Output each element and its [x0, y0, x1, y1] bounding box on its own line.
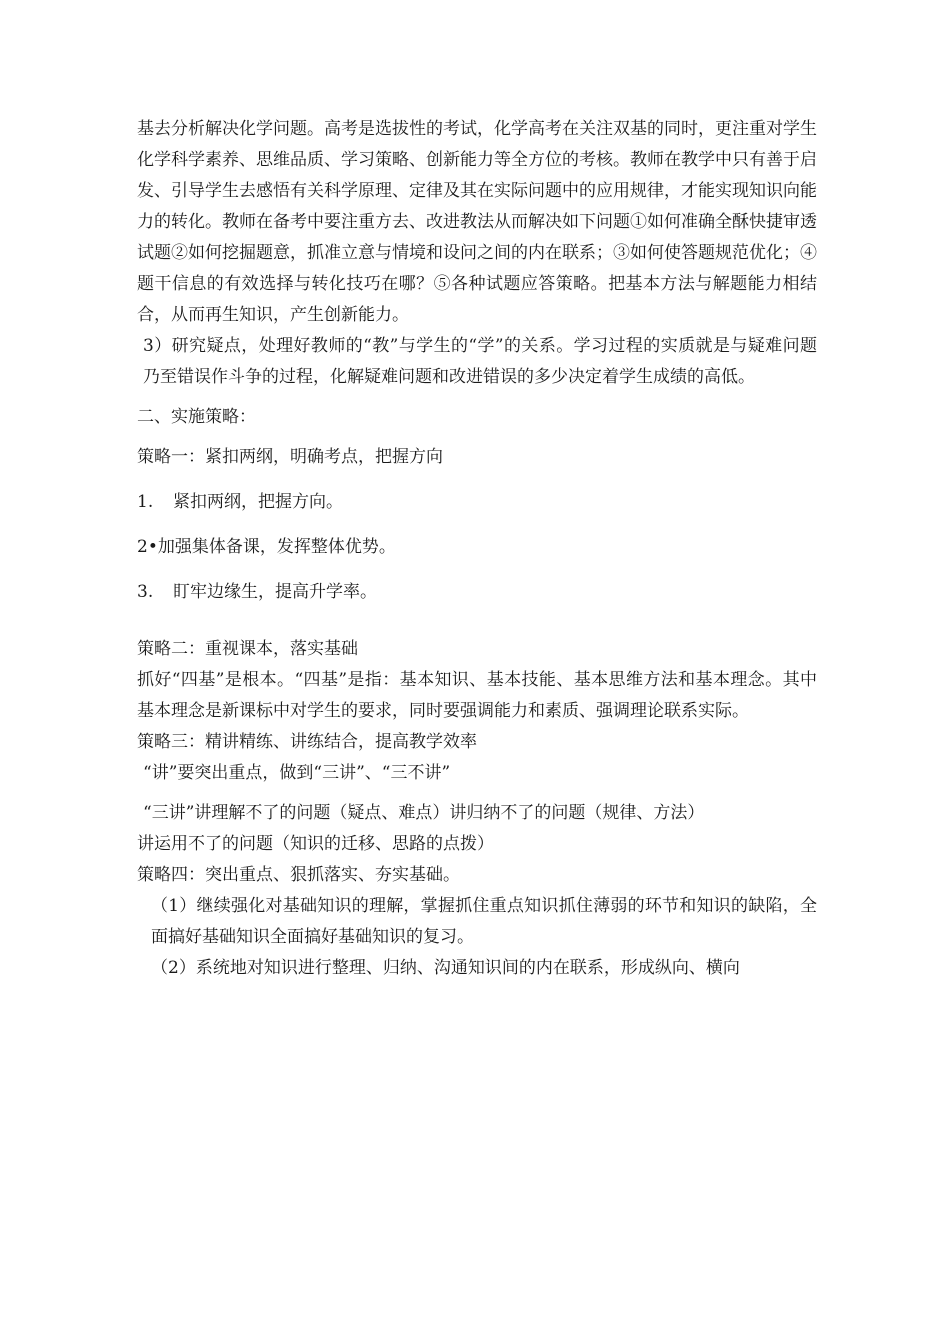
list-item-1-text: 紧扣两纲，把握方向。	[173, 492, 343, 512]
paragraph-lecture-focus: “讲”要突出重点，做到“三讲”、“三不讲”	[143, 763, 451, 783]
section-heading-strategies: 二、实施策略：	[137, 407, 256, 427]
strategy-four-heading: 策略四：突出重点、狠抓落实、夯实基础。	[137, 865, 460, 885]
strategy-three-heading: 策略三：精讲精练、讲练结合，提高教学效率	[137, 732, 477, 752]
paragraph-organize-knowledge: （2）系统地对知识进行整理、归纳、沟通知识间的内在联系，形成纵向、横向	[151, 958, 740, 978]
strategy-one-heading: 策略一：紧扣两纲，明确考点，把握方向	[137, 447, 443, 467]
list-item-3-text: 盯牢边缘生，提高升学率。	[173, 582, 377, 602]
paragraph-three-lectures-line2: 讲运用不了的问题（知识的迁移、思路的点拨）	[137, 834, 494, 854]
list-item-1-number: 1.	[137, 492, 154, 512]
paragraph-strengthen-basics: （1）继续强化对基础知识的理解，掌握抓住重点知识抓住薄弱的环节和知识的缺陷，全面搞好基础知识全面搞好基础知识的复习。	[151, 896, 817, 947]
list-item-2: 2•加强集体备课，发挥整体优势。	[137, 537, 396, 557]
list-item-1	[137, 487, 817, 518]
paragraph-research-doubts: 3）研究疑点，处理好教师的“教”与学生的“学”的关系。学习过程的实质就是与疑难问题乃至错误作斗争的过程，化解疑难问题和改进错误的多少决定着学生成绩的高低。	[143, 336, 817, 387]
document-body	[137, 114, 817, 984]
paragraph-three-lectures-line1: “三讲”讲理解不了的问题（疑点、难点）讲归纳不了的问题（规律、方法）	[143, 803, 705, 823]
paragraph-four-basics: 抓好“四基”是根本。“四基”是指：基本知识、基本技能、基本思维方法和基本理念。其中基本理念是新课标中对学生的要求，同时要强调能力和素质、强调理论联系实际。	[137, 670, 817, 721]
paragraph-exam-analysis: 基去分析解决化学问题。高考是选拔性的考试，化学高考在关注双基的同时，更注重对学生化学科学素养、思维品质、学习策略、创新能力等全方位的考核。教师在教学中只有善于启发、引导学生去感悟有关科学原理、定律及其在实际问题中的应用规律，才能实现知识向能力的转化。教师在备考中要注重方去、改进教法从而解决如下问题①如何准确全酥快捷审透试题②如何挖掘题意，抓准立意与情境和设问之间的内在联系；③如何使答题规范优化；④题干信息的有效选择与转化技巧在哪？⑤各种试题应答策略。把基本方法与解题能力相结合，从而再生知识，产生创新能力。	[137, 119, 817, 325]
strategy-two-heading: 策略二：重视课本，落实基础	[137, 639, 358, 659]
list-item-3	[137, 577, 817, 608]
list-item-3-number: 3.	[137, 582, 154, 602]
